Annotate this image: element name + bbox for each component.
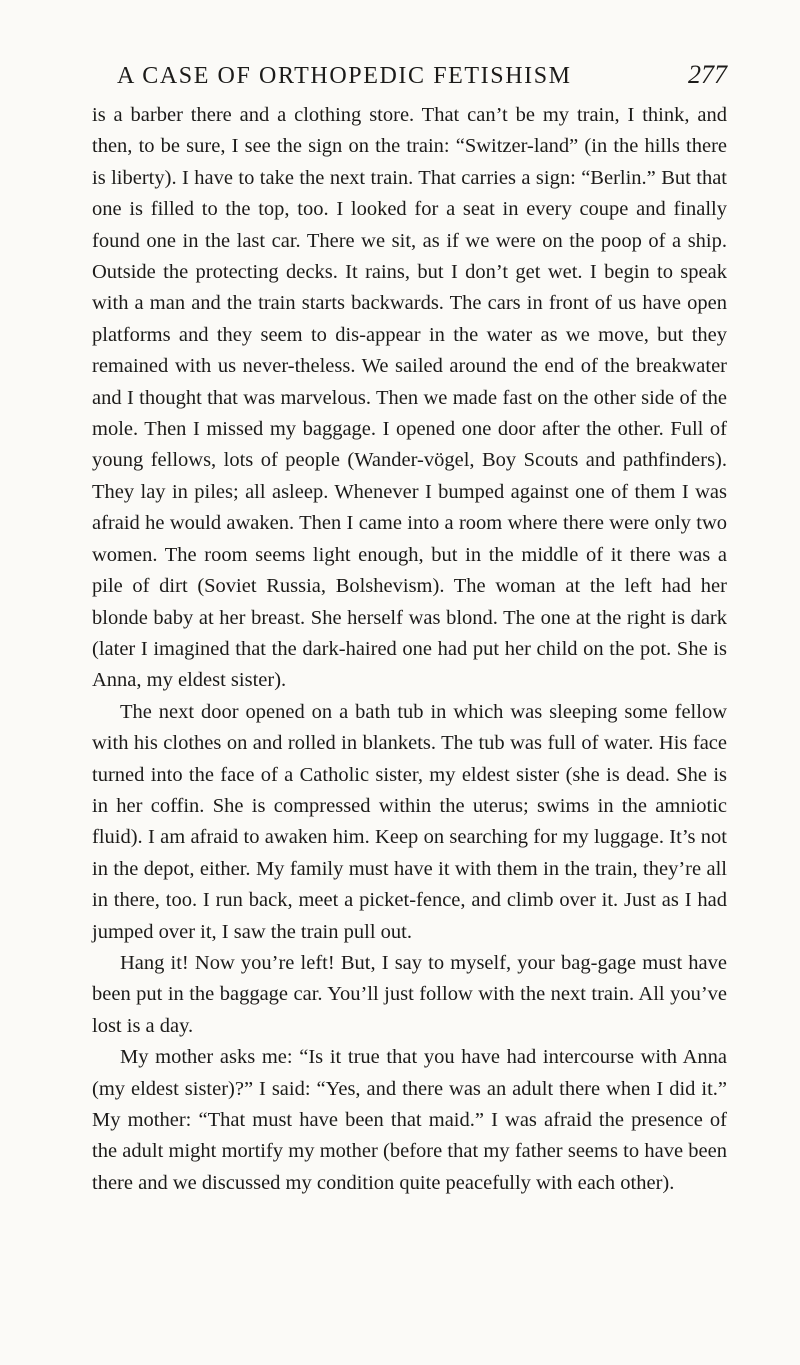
page-number: 277	[688, 60, 727, 89]
paragraph: is a barber there and a clothing store. That can’t be my train, I think, and then, to be sure, I see the sign on the train: “Switzer-land” (in the hills there is liberty). I have to take the next train. That carries a sign: “Berlin.” But that one is filled to the top, too. I looked for a seat in every coupe and finally found one in the last car. There we sit, as if we were on the poop of a ship. Outside the protecting decks. It rains, but I don’t get wet. I begin to speak with a man and the train starts backwards. The cars in front of us have open platforms and they seem to dis-appear in the water as we move, but they remained with us never-theless. We sailed around the end of the breakwater and I thought that was marvelous. Then we made fast on the other side of the mole. Then I missed my baggage. I opened one door after the other. Full of young fellows, lots of people (Wander-vögel, Boy Scouts and pathfinders). They lay in piles; all asleep. Whenever I bumped against one of them I was afraid he would awaken. Then I came into a room where there were only two women. The room seems light enough, but in the middle of it there was a pile of dirt (Soviet Russia, Bolshevism). The woman at the left had her blonde baby at her breast. She herself was blond. The one at the right is dark (later I imagined that the dark-haired one had put her child on the pot. She is Anna, my eldest sister).	[92, 104, 727, 692]
running-head-title: A CASE OF ORTHOPEDIC FETISHISM	[117, 63, 572, 89]
paragraph: My mother asks me: “Is it true that you have had intercourse with Anna (my eldest sister)?” I said: “Yes, and there was an adult there when I did it.” My mother: “That must have been that maid.” I was afraid the presence of the adult might mortify my mother (before that my father seems to have been there and we discussed my condition quite peacefully with each other).	[92, 1046, 727, 1194]
running-head	[117, 60, 727, 90]
body-text	[92, 100, 727, 1199]
book-page	[92, 60, 727, 1199]
paragraph: The next door opened on a bath tub in which was sleeping some fellow with his clothes on and rolled in blankets. The tub was full of water. His face turned into the face of a Catholic sister, my eldest sister (she is dead. She is in her coffin. She is compressed within the uterus; swims in the amniotic fluid). I am afraid to awaken him. Keep on searching for my luggage. It’s not in the depot, either. My family must have it with them in the train, they’re all in there, too. I run back, meet a picket-fence, and climb over it. Just as I had jumped over it, I saw the train pull out.	[92, 700, 727, 943]
paragraph: Hang it! Now you’re left! But, I say to myself, your bag-gage must have been put in the baggage car. You’ll just follow with the next train. All you’ve lost is a day.	[92, 951, 727, 1037]
